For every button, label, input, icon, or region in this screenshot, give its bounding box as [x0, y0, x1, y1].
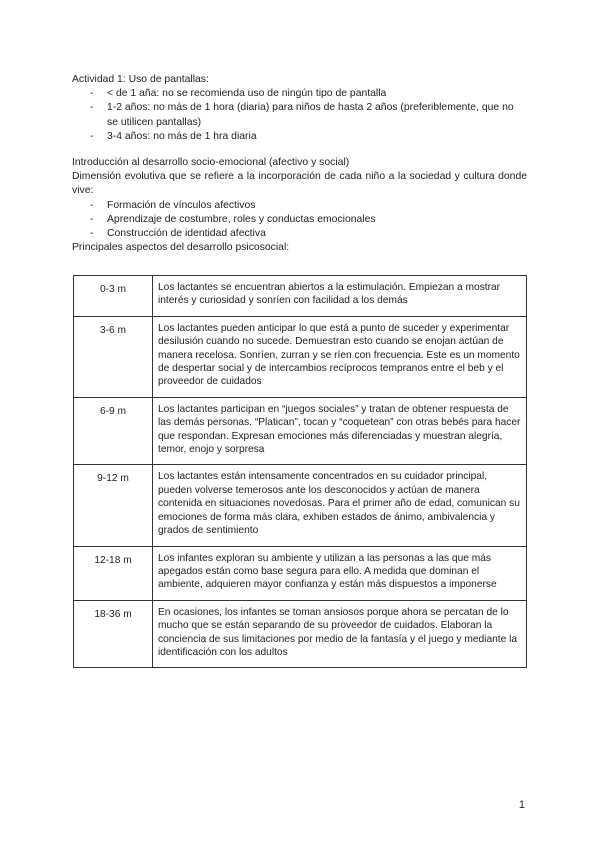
intro-definition: Dimensión evolutiva que se refiere a la incorporación de cada niño a la sociedad y cultura donde vive: — [72, 171, 527, 197]
age-cell: 9-12 m — [74, 465, 153, 546]
description-cell: Los lactantes están intensamente concentrados en su cuidador principal, pueden volverse temerosos ante los desconocidos y actúan de manera contenida en situaciones novedosas. Para el primer año de edad, comunican su emociones de forma más clara, exhiben estados de ánimo, ambivalencia y grados de sentimiento — [153, 465, 527, 546]
age-cell: 3-6 m — [74, 316, 153, 397]
list-item: - Formación de vínculos afectivos — [90, 199, 256, 211]
list-item: - < de 1 aña: no se recomienda uso de ningún tipo de pantalla — [90, 88, 387, 100]
list-item: - Aprendizaje de costumbre, roles y conductas emocionales — [90, 213, 376, 225]
age-cell: 18-36 m — [74, 600, 153, 668]
list-item: - 3-4 años: no más de 1 hra diaria — [90, 130, 257, 142]
document-body — [72, 73, 527, 255]
table-row — [74, 546, 527, 600]
activity-list — [72, 87, 527, 144]
psychosocial-table — [73, 275, 527, 668]
table-row — [74, 316, 527, 397]
age-cell: 0-3 m — [74, 276, 153, 317]
list-item: - 1-2 años: no más de 1 hora (diaria) para niños de hasta 2 años (preferiblemente, que no se utilicen pantallas) — [90, 102, 514, 128]
description-cell: Los lactantes se encuentran abiertos a la estimulación. Empiezan a mostrar interés y curiosidad y sonríen con facilidad a los demás — [153, 276, 527, 317]
page-number: 1 — [518, 799, 525, 811]
age-cell: 12-18 m — [74, 546, 153, 600]
activity-title: Actividad 1: Uso de pantallas: — [72, 74, 209, 85]
list-item: - Construcción de identidad afectiva — [90, 228, 266, 240]
table-row — [74, 276, 527, 317]
intro-list — [72, 199, 527, 242]
description-cell: Los lactantes participan en “juegos sociales” y tratan de obtener respuesta de las demás personas. “Platican”, tocan y “coquetean” con otras bebés para hacer que respondan. Expresan emociones más diferenciadas y muestran alegría, temor, enojo y sorpresa — [153, 397, 527, 465]
age-cell: 6-9 m — [74, 397, 153, 465]
description-cell: Los lactantes pueden anticipar lo que está a punto de suceder y experimentar desilusión cuando no sucede. Demuestran esto cuando se enojan actúan de manera recelosa. Sonríen, zurran y se ríen con frecuencia. Este es un momento de despertar social y de intercambios recíprocos tempranos entre el beb y el proveedor de cuidados — [153, 316, 527, 397]
aspects-title: Principales aspectos del desarrollo psicosocial: — [72, 242, 290, 254]
description-cell: Los infantes exploran su ambiente y utilizan a las personas a las que más apegados están como base segura para ello. A medida que dominan el ambiente, adquieren mayor confianza y están más dispuestos a imponerse — [153, 546, 527, 600]
intro-title: Introducción al desarrollo socio-emocional (afectivo y social) — [72, 157, 350, 169]
table-row — [74, 397, 527, 465]
table-row — [74, 465, 527, 546]
description-cell: En ocasiones, los infantes se toman ansiosos porque ahora se percatan de lo mucho que se están separando de su proveedor de cuidados. Elaboran la conciencia de sus limitaciones por medio de la fantasía y el juego y mediante la identificación con los adultos — [153, 600, 527, 668]
table-row — [74, 600, 527, 668]
